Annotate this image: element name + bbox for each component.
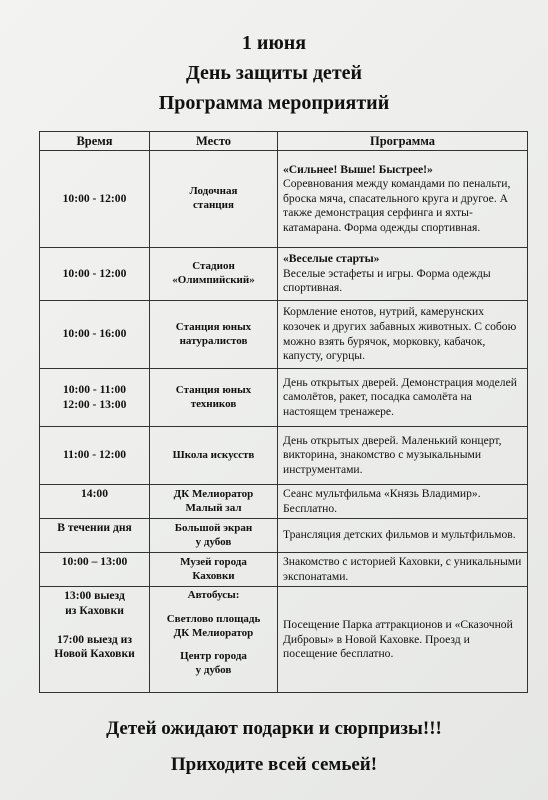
place-line: Малый зал xyxy=(185,501,242,514)
place-line: Лодочная xyxy=(189,185,238,198)
event-date: 1 июня xyxy=(241,32,307,54)
time-cell xyxy=(40,553,150,587)
time-line: 11:00 - 12:00 xyxy=(62,448,127,462)
place-line: Станция юных xyxy=(175,320,252,333)
footer-invite-line: Приходите всей семьей! xyxy=(170,754,378,775)
place-cell xyxy=(150,301,278,369)
place-line: Станция юных xyxy=(175,383,252,396)
program-cell xyxy=(278,519,528,553)
table-row xyxy=(40,485,528,519)
place-line-spacer xyxy=(155,603,272,613)
place-cell xyxy=(150,519,278,553)
time-cell xyxy=(40,248,150,301)
program-cell xyxy=(278,427,528,485)
place-line: Музей города xyxy=(180,556,247,569)
time-line: 12:00 - 13:00 xyxy=(62,397,127,411)
program-description: Трансляция детских фильмов и мультфильмов. xyxy=(283,528,516,542)
poster-header xyxy=(0,28,548,118)
place-line: ДК Мелиоратор xyxy=(173,626,254,639)
table-row xyxy=(40,587,528,693)
program-title: Программа мероприятий xyxy=(158,92,390,114)
place-line: натуралистов xyxy=(179,334,248,347)
column-header-place: Место xyxy=(150,132,278,151)
program-cell xyxy=(278,485,528,519)
place-line: Каховки xyxy=(192,569,235,582)
time-cell xyxy=(40,519,150,553)
time-cell xyxy=(40,427,150,485)
program-description: Знакомство с историей Каховки, с уникальными экспонатами. xyxy=(283,555,522,583)
table-header-row xyxy=(40,132,528,151)
place-line: Автобусы: xyxy=(187,589,240,602)
table-row xyxy=(40,427,528,485)
program-table xyxy=(39,131,528,693)
place-cell xyxy=(150,485,278,519)
place-cell xyxy=(150,248,278,301)
place-line: станция xyxy=(193,199,234,211)
place-line: Центр города xyxy=(180,650,247,663)
time-cell xyxy=(40,151,150,248)
place-line: Школа искусств xyxy=(172,448,255,461)
time-cell xyxy=(40,301,150,369)
table-row xyxy=(40,519,528,553)
place-line: Большой экран xyxy=(174,522,253,535)
place-line-spacer xyxy=(155,640,272,650)
place-line: техников xyxy=(190,397,237,410)
time-cell xyxy=(40,369,150,427)
time-line: 13:00 выезд xyxy=(64,589,125,603)
program-description: Посещение Парка аттракционов и «Сказочной Дибровы» в Новой Каховке. Проезд и посещение бесплатно. xyxy=(283,617,513,661)
program-cell xyxy=(278,553,528,587)
time-line: 10:00 - 12:00 xyxy=(62,191,127,205)
program-description: Кормление енотов, нутрий, камерунских козочек и других забавных животных. С собою можно взять бурячок, морковку, кабачок, капусту, огурцы. xyxy=(283,305,517,363)
time-line: 17:00 выезд из xyxy=(57,632,132,646)
time-line: 14:00 xyxy=(80,487,109,500)
table-row xyxy=(40,151,528,248)
program-cell xyxy=(278,151,528,248)
footer-gifts-line: Детей ожидают подарки и сюрпризы!!! xyxy=(106,718,442,739)
program-description: Соревнования между командами по пенальти, броска мяча, спасательного круга и другое. А также демонстрация серфинга и яхты-катамарана. Форма одежды спортивная. xyxy=(283,177,511,234)
table-row xyxy=(40,369,528,427)
program-description: День открытых дверей. Демонстрация моделей самолётов, ракет, посадка самолёта на настоящем тренажере. xyxy=(283,375,517,418)
table-row xyxy=(40,248,528,301)
column-header-time: Время xyxy=(40,132,150,151)
place-cell xyxy=(150,553,278,587)
program-cell xyxy=(278,587,528,693)
time-line-spacer xyxy=(45,619,144,633)
place-line: Стадион xyxy=(192,260,235,273)
program-description: Сеанс мультфильма «Князь Владимир». Бесплатно. xyxy=(283,487,481,515)
time-line: 10:00 – 13:00 xyxy=(61,555,128,569)
program-description: День открытых дверей. Маленький концерт, викторина, знакомство с музыкальными инструментами. xyxy=(283,433,502,476)
time-line: 10:00 - 16:00 xyxy=(62,327,127,341)
time-line: 10:00 - 11:00 xyxy=(62,382,127,396)
program-event-title: «Сильнее! Выше! Быстрее!» xyxy=(283,162,433,176)
place-line: у дубов xyxy=(195,663,232,676)
time-line: Новой Каховки xyxy=(54,647,135,661)
time-line: В течении дня xyxy=(57,521,132,535)
program-event-title: «Веселые старты» xyxy=(283,252,380,266)
place-cell xyxy=(150,151,278,248)
program-cell xyxy=(278,248,528,301)
program-cell xyxy=(278,301,528,369)
place-cell xyxy=(150,587,278,693)
table-row xyxy=(40,301,528,369)
program-description: Веселые эстафеты и игры. Форма одежды спортивная. xyxy=(283,266,491,295)
table-row xyxy=(40,553,528,587)
time-line: из Каховки xyxy=(65,603,124,617)
place-line: Светлово площадь xyxy=(166,612,261,625)
place-line: «Олимпийский» xyxy=(172,274,255,286)
place-line: ДК Мелиоратор xyxy=(173,488,254,500)
time-line: 10:00 - 12:00 xyxy=(62,266,127,280)
time-cell xyxy=(40,485,150,519)
time-cell xyxy=(40,587,150,693)
place-cell xyxy=(150,369,278,427)
column-header-program: Программа xyxy=(278,132,528,151)
place-line: у дубов xyxy=(195,535,232,548)
program-cell xyxy=(278,369,528,427)
place-cell xyxy=(150,427,278,485)
holiday-name: День защиты детей xyxy=(185,62,363,84)
